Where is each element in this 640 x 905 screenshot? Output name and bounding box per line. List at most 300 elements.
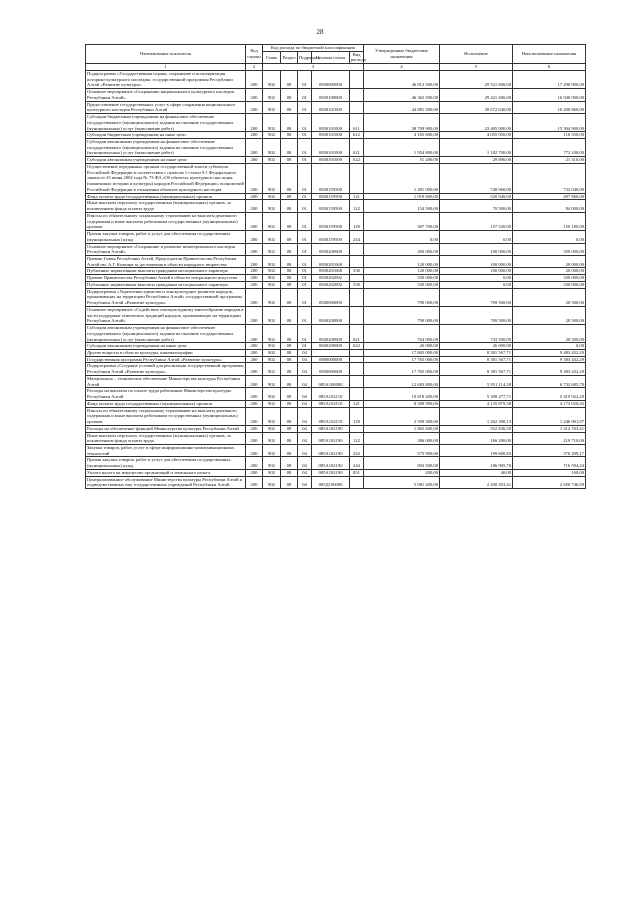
row-line-code: 200	[246, 445, 263, 457]
row-approved: 12 683 800,00	[364, 375, 440, 387]
row-expense-type: 244	[350, 457, 364, 469]
table-row	[86, 243, 586, 255]
row-target-item: 0830101000	[312, 157, 350, 164]
row-target-item: 085А102190	[312, 432, 350, 444]
row-section: 08	[281, 343, 298, 350]
row-executed: 100 000,00	[440, 268, 513, 275]
row-line-code: 200	[246, 157, 263, 164]
row-subsection: 01	[298, 306, 312, 324]
row-unexecuted: 1 312 763,41	[513, 425, 586, 432]
table-body	[86, 70, 586, 488]
row-section: 08	[281, 375, 298, 387]
row-line-code: 200	[246, 89, 263, 101]
row-approved: 1 865 600,00	[364, 425, 440, 432]
row-section: 08	[281, 193, 298, 200]
row-expense-type	[350, 388, 364, 400]
row-section: 08	[281, 476, 298, 488]
row-section: 08	[281, 132, 298, 139]
row-approved: 38 709 900,00	[364, 114, 440, 132]
row-subsection: 01	[298, 89, 312, 101]
row-expense-type: 621	[350, 139, 364, 157]
row-target-item: 0830159500	[312, 193, 350, 200]
row-executed: 2 430 453,41	[440, 476, 513, 488]
row-executed: 769 500,00	[440, 306, 513, 324]
header-unexecuted: Неисполненные назначения	[513, 45, 586, 64]
row-line-code: 200	[246, 425, 263, 432]
row-executed: 8 381 567,71	[440, 349, 513, 356]
row-unexecuted: 20 000,00	[513, 255, 586, 267]
row-executed: 29 890,00	[440, 157, 513, 164]
table-row	[86, 275, 586, 282]
row-chapter: 902	[263, 157, 281, 164]
table-row	[86, 425, 586, 432]
row-chapter: 902	[263, 114, 281, 132]
table-row	[86, 432, 586, 444]
row-name: Подпрограмма «Создание условий для реализации государственной программы Республики Алтай «Развитие культуры»	[87, 363, 244, 375]
row-line-code: 200	[246, 325, 263, 343]
row-unexecuted: 732 040,00	[513, 163, 586, 193]
row-chapter: 902	[263, 193, 281, 200]
row-target-item: 085А100000	[312, 375, 350, 387]
row-approved: 307 700,00	[364, 212, 440, 230]
row-chapter: 902	[263, 375, 281, 387]
row-approved: 790 000,00	[364, 306, 440, 324]
row-subsection: 01	[298, 212, 312, 230]
row-target-item: 085А102190	[312, 457, 350, 469]
row-subsection: 01	[298, 132, 312, 139]
row-executed: 5 398 277,71	[440, 388, 513, 400]
row-approved: 386 000,00	[364, 432, 440, 444]
row-unexecuted: 150 180,00	[513, 212, 586, 230]
row-unexecuted: 9 483 432,29	[513, 349, 586, 356]
row-approved: 46 362 500,00	[364, 89, 440, 101]
row-section: 08	[281, 281, 298, 288]
row-expense-type: 330	[350, 281, 364, 288]
row-approved: 790 000,00	[364, 288, 440, 306]
row-executed: 26 000,00	[440, 343, 513, 350]
row-target-item: 0830201068	[312, 268, 350, 275]
row-executed: 199 600,83	[440, 445, 513, 457]
row-line-code: 200	[246, 255, 263, 267]
table-row	[86, 114, 586, 132]
row-approved: 330 000,00	[364, 275, 440, 282]
header-line-code: Код строки	[246, 45, 263, 64]
row-unexecuted: 84 000,00	[513, 200, 586, 212]
row-chapter: 902	[263, 432, 281, 444]
table-row	[86, 255, 586, 267]
row-expense-type	[350, 275, 364, 282]
row-name: Премии Правительства Республики Алтай в области театрального искусства	[86, 275, 246, 282]
row-target-item: 0840200000	[312, 343, 350, 350]
row-section: 08	[281, 200, 298, 212]
row-executed: 100 000,00	[440, 243, 513, 255]
row-name: Публичные нормативные выплаты гражданам несоциального характера	[86, 281, 246, 288]
row-section: 08	[281, 356, 298, 363]
row-section: 08	[281, 363, 298, 375]
row-subsection: 01	[298, 275, 312, 282]
row-unexecuted: 17 290 900,00	[513, 70, 586, 88]
row-subsection: 04	[298, 476, 312, 488]
row-name: Субсидии автономным учреждениям на финансовое обеспечение государственного (муниципального) задания на оказание государственных (муниципальных) услуг (выполнение работ)	[86, 139, 246, 157]
row-subsection: 04	[298, 388, 312, 400]
table-row	[86, 375, 586, 387]
row-name: Подпрограмма «Государственная охрана, сохранение и популяризация историко-культурного наследия» государственной программы Республики Алтай «Развитие культуры»	[86, 70, 246, 88]
row-line-code: 200	[246, 432, 263, 444]
row-expense-type: 611	[350, 114, 364, 132]
row-approved: 2 509 300,00	[364, 407, 440, 425]
row-chapter: 902	[263, 445, 281, 457]
table-row	[86, 101, 586, 113]
row-name: Основное мероприятие «Содействие этнокультурному многообразию народов в части поддержки этнических традиций народов, проживающих на территории Республики Алтай»	[86, 306, 246, 324]
table-row	[86, 200, 586, 212]
row-section: 08	[281, 306, 298, 324]
row-chapter: 902	[263, 476, 281, 488]
row-approved: 1 018 800,00	[364, 193, 440, 200]
row-line-code: 200	[246, 457, 263, 469]
row-unexecuted: 350 000,00	[513, 243, 586, 255]
column-number-row	[86, 64, 586, 71]
row-section: 08	[281, 457, 298, 469]
row-section: 08	[281, 288, 298, 306]
row-target-item: 0840000000	[312, 288, 350, 306]
row-target-item: 085А102190	[312, 469, 350, 476]
row-target-item: 0800000000	[312, 356, 350, 363]
row-target-item: 0830101000	[312, 101, 350, 113]
row-line-code: 200	[246, 243, 263, 255]
row-expense-type	[350, 476, 364, 488]
row-subsection: 01	[298, 163, 312, 193]
table-row	[86, 343, 586, 350]
header-expense-type: Вид расхода	[351, 51, 366, 63]
row-unexecuted: 16 208 860,00	[513, 101, 586, 113]
table-row	[86, 193, 586, 200]
row-unexecuted: 110 550,00	[513, 132, 586, 139]
row-line-code: 200	[246, 363, 263, 375]
table-row	[86, 325, 586, 343]
row-executed: 70 500,00	[440, 200, 513, 212]
row-chapter: 902	[263, 469, 281, 476]
row-chapter: 902	[263, 255, 281, 267]
row-name: Предоставление государственных услуг в сфере сохранения национального культурного наследия Республики Алтай	[86, 101, 246, 113]
row-target-item: 0830200000	[312, 243, 350, 255]
row-chapter: 902	[263, 400, 281, 407]
row-section: 08	[281, 275, 298, 282]
row-target-item: 0840200000	[312, 325, 350, 343]
row-target-item: 0830159500	[312, 200, 350, 212]
row-line-code: 200	[246, 375, 263, 387]
row-subsection: 01	[298, 114, 312, 132]
row-approved: 764 000,00	[364, 325, 440, 343]
row-name: Подпрограмма «Укрепление единства и этнокультурное развитие народов, проживающих на территории Республики Алтай» государственной программы Республики Алтай «Развитие культуры»	[86, 288, 246, 306]
row-target-item	[312, 349, 350, 356]
header-section: Раздел	[281, 51, 298, 63]
row-line-code: 200	[246, 193, 263, 200]
row-section: 08	[281, 255, 298, 267]
row-subsection: 01	[298, 157, 312, 164]
table-row	[86, 476, 586, 488]
row-chapter: 902	[263, 275, 281, 282]
row-expense-type	[350, 349, 364, 356]
row-expense-type	[350, 163, 364, 193]
row-approved: 450 000,00	[364, 243, 440, 255]
budget-table	[85, 44, 586, 489]
row-line-code: 200	[246, 400, 263, 407]
row-expense-type: 622	[350, 157, 364, 164]
row-chapter: 902	[263, 425, 281, 432]
row-target-item: 0830159500	[312, 231, 350, 243]
row-subsection: 01	[298, 200, 312, 212]
row-chapter: 902	[263, 407, 281, 425]
row-approved: 120 000,00	[364, 268, 440, 275]
row-unexecuted: 9 383 432,29	[513, 356, 586, 363]
row-subsection: 01	[298, 139, 312, 157]
row-line-code: 200	[246, 288, 263, 306]
row-section: 08	[281, 101, 298, 113]
row-section: 08	[281, 243, 298, 255]
table-row	[86, 457, 586, 469]
row-executed: 748 960,00	[440, 163, 513, 193]
row-expense-type	[350, 89, 364, 101]
row-approved: 1 954 800,00	[364, 139, 440, 157]
row-line-code: 200	[246, 343, 263, 350]
row-expense-type	[350, 425, 364, 432]
row-expense-type: 129	[350, 212, 364, 230]
row-approved: 330 000,00	[364, 281, 440, 288]
row-target-item: 0830201068	[312, 255, 350, 267]
column-number: 3	[263, 64, 364, 71]
table-row	[86, 139, 586, 157]
row-line-code: 200	[246, 200, 263, 212]
row-name: Прочая закупка товаров, работ и услуг для обеспечения государственных (муниципальных) нужд	[86, 457, 246, 469]
row-executed: 8 381 567,71	[440, 356, 513, 363]
row-executed: 166 290,00	[440, 432, 513, 444]
row-executed: 40,00	[440, 469, 513, 476]
row-approved: 44 881 500,00	[364, 101, 440, 113]
row-unexecuted: 1 246 901,87	[513, 407, 586, 425]
row-approved: 0,00	[364, 231, 440, 243]
table-row	[86, 306, 586, 324]
row-unexecuted: 20 500,00	[513, 325, 586, 343]
row-name: Фонд оплаты труда государственных (муниципальных) органов	[86, 400, 246, 407]
row-target-item: 085А102110	[312, 388, 350, 400]
row-expense-type: 621	[350, 325, 364, 343]
table-row	[86, 363, 586, 375]
table-row	[86, 157, 586, 164]
row-chapter: 902	[263, 70, 281, 88]
row-subsection: 04	[298, 425, 312, 432]
row-expense-type: 129	[350, 407, 364, 425]
row-chapter: 902	[263, 288, 281, 306]
table-row	[86, 400, 586, 407]
row-section: 08	[281, 388, 298, 400]
row-approved: 17 765 000,00	[364, 363, 440, 375]
row-approved: 903 500,00	[364, 457, 440, 469]
row-chapter: 902	[263, 457, 281, 469]
column-number: 4	[364, 64, 440, 71]
header-approved: Утвержденные бюджетные назначения	[364, 45, 440, 64]
row-chapter: 902	[263, 139, 281, 157]
header-executed: Исполнение	[440, 45, 513, 64]
row-line-code: 200	[246, 356, 263, 363]
row-name: Расходы на выплаты по оплате труда работников Министерства культуры Республики Алтай	[86, 388, 246, 400]
row-name: Субсидии бюджетным учреждениям на иные цели	[86, 132, 246, 139]
row-chapter: 902	[263, 363, 281, 375]
row-line-code: 200	[246, 212, 263, 230]
row-chapter: 902	[263, 343, 281, 350]
table-row	[86, 469, 586, 476]
row-unexecuted: 716 594,24	[513, 457, 586, 469]
row-name: Взносы по обязательному социальному страхованию на выплаты денежного содержания и иные выплаты работникам государственных (муниципальных) органов	[86, 212, 246, 230]
row-unexecuted: 20 500,00	[513, 306, 586, 324]
table-row	[86, 212, 586, 230]
row-section: 08	[281, 231, 298, 243]
column-number: 5	[440, 64, 513, 71]
row-chapter: 902	[263, 132, 281, 139]
row-line-code: 200	[246, 101, 263, 113]
row-expense-type	[350, 356, 364, 363]
row-expense-type: 851	[350, 469, 364, 476]
row-executed: 1 182 700,00	[440, 139, 513, 157]
row-executed: 8 381 567,71	[440, 363, 513, 375]
row-expense-type	[350, 306, 364, 324]
row-target-item: 0840200000	[312, 306, 350, 324]
row-chapter: 902	[263, 243, 281, 255]
row-name: Премии Главы Республики Алтай, Председателя Правительства Республики Алтай им. А.Г. Калкина за достижения в области народного творчества	[86, 255, 246, 267]
row-subsection: 04	[298, 445, 312, 457]
row-name: Основное мероприятие «Сохранение и развитие нематериального наследия Республики Алтай»	[86, 243, 246, 255]
row-subsection: 01	[298, 70, 312, 88]
row-subsection: 01	[298, 193, 312, 200]
row-executed: 186 905,76	[440, 457, 513, 469]
row-target-item: 0830202092	[312, 281, 350, 288]
row-section: 08	[281, 139, 298, 157]
row-line-code: 200	[246, 70, 263, 88]
table-row	[86, 163, 586, 193]
row-target-item: 0830101000	[312, 132, 350, 139]
row-unexecuted: 9 383 432,29	[513, 363, 586, 375]
row-expense-type: 121	[350, 193, 364, 200]
row-executed: 5 951 114,30	[440, 375, 513, 387]
row-line-code: 200	[246, 139, 263, 157]
row-section: 08	[281, 432, 298, 444]
row-executed: 28 672 640,00	[440, 101, 513, 113]
row-expense-type	[350, 375, 364, 387]
row-section: 08	[281, 114, 298, 132]
table-row	[86, 288, 586, 306]
row-line-code: 200	[246, 388, 263, 400]
row-target-item: 0830101000	[312, 114, 350, 132]
row-executed: 0,00	[440, 275, 513, 282]
row-unexecuted: 20 500,00	[513, 288, 586, 306]
header-target-item: Целевая статья	[312, 51, 350, 63]
table-row	[86, 407, 586, 425]
row-section: 08	[281, 70, 298, 88]
table-row	[86, 388, 586, 400]
row-line-code: 200	[246, 268, 263, 275]
table-row	[86, 70, 586, 88]
row-approved: 5 081 200,00	[364, 476, 440, 488]
row-expense-type: 622	[350, 343, 364, 350]
row-section: 08	[281, 157, 298, 164]
page-number: 28	[316, 28, 324, 36]
row-subsection: 01	[298, 325, 312, 343]
row-subsection: 04	[298, 432, 312, 444]
row-section: 08	[281, 349, 298, 356]
row-chapter: 902	[263, 281, 281, 288]
column-number: 2	[246, 64, 263, 71]
row-name: Основное мероприятие «Сохранение национального культурного наследия Республики Алтай»	[86, 89, 246, 101]
row-unexecuted: 376 299,17	[513, 445, 586, 457]
row-line-code: 200	[246, 407, 263, 425]
row-line-code: 200	[246, 281, 263, 288]
row-line-code: 200	[246, 469, 263, 476]
row-target-item: 0830159500	[312, 163, 350, 193]
row-expense-type	[350, 255, 364, 267]
row-target-item: 085А102190	[312, 425, 350, 432]
row-expense-type: 121	[350, 400, 364, 407]
column-number: 6	[513, 64, 586, 71]
row-expense-type: 330	[350, 268, 364, 275]
row-line-code: 200	[246, 476, 263, 488]
row-approved: 8 308 900,00	[364, 400, 440, 407]
header-name: Наименование показателя	[86, 45, 246, 64]
row-executed: 29 521 600,00	[440, 70, 513, 88]
row-unexecuted: 219 710,00	[513, 432, 586, 444]
row-name: Осуществление переданных органам государственной власти субъектов Российской Федерации в соответствии с пунктом 1 статьи 9.1 Федерального закона от 25 июня 2002 года № 73-ФЗ «Об объектах культурного наследия (памятниках истории и культуры) народов Российской Федерации» полномочий Российской Федерации в отношении объектов культурного наследия	[87, 163, 244, 192]
row-section: 08	[281, 425, 298, 432]
table-row	[86, 231, 586, 243]
row-chapter: 902	[263, 356, 281, 363]
row-section: 08	[281, 325, 298, 343]
row-unexecuted: 20 000,00	[513, 268, 586, 275]
row-chapter: 902	[263, 388, 281, 400]
header-classification: Код расхода по бюджетной классификации	[263, 45, 364, 52]
column-number: 1	[86, 64, 246, 71]
row-chapter: 902	[263, 231, 281, 243]
row-expense-type	[350, 70, 364, 88]
row-line-code: 200	[246, 349, 263, 356]
row-expense-type: 242	[350, 445, 364, 457]
row-name: Закупка товаров, работ, услуг в сфере информационно-коммуникационных технологий	[86, 445, 246, 457]
row-section: 08	[281, 445, 298, 457]
table-row	[86, 356, 586, 363]
header-subsection: Подраздел	[298, 51, 312, 63]
row-subsection: 01	[298, 255, 312, 267]
row-target-item: 085А102190	[312, 445, 350, 457]
row-approved: 51 200,00	[364, 157, 440, 164]
row-chapter: 902	[263, 163, 281, 193]
row-target-item: 085А102110	[312, 400, 350, 407]
table-row	[86, 89, 586, 101]
row-unexecuted: 15 304 900,00	[513, 114, 586, 132]
row-target-item: 085А102110	[312, 407, 350, 425]
row-target-item: 085Д100000	[312, 476, 350, 488]
row-approved: 17 765 000,00	[364, 356, 440, 363]
row-approved: 10 818 200,00	[364, 388, 440, 400]
header-chapter: Глава	[263, 51, 281, 63]
row-section: 08	[281, 407, 298, 425]
row-executed: 29 421 600,00	[440, 89, 513, 101]
row-expense-type	[350, 288, 364, 306]
row-chapter: 902	[263, 325, 281, 343]
row-target-item: 0830202092	[312, 275, 350, 282]
row-executed: 769 500,00	[440, 288, 513, 306]
row-name: Взносы по обязательному социальному страхованию на выплаты денежного содержания и иные выплаты работникам государственных (муниципальных) органов	[86, 407, 246, 425]
row-subsection: 04	[298, 356, 312, 363]
row-executed: 0,00	[440, 281, 513, 288]
row-chapter: 902	[263, 349, 281, 356]
row-target-item: 0850000000	[312, 363, 350, 375]
